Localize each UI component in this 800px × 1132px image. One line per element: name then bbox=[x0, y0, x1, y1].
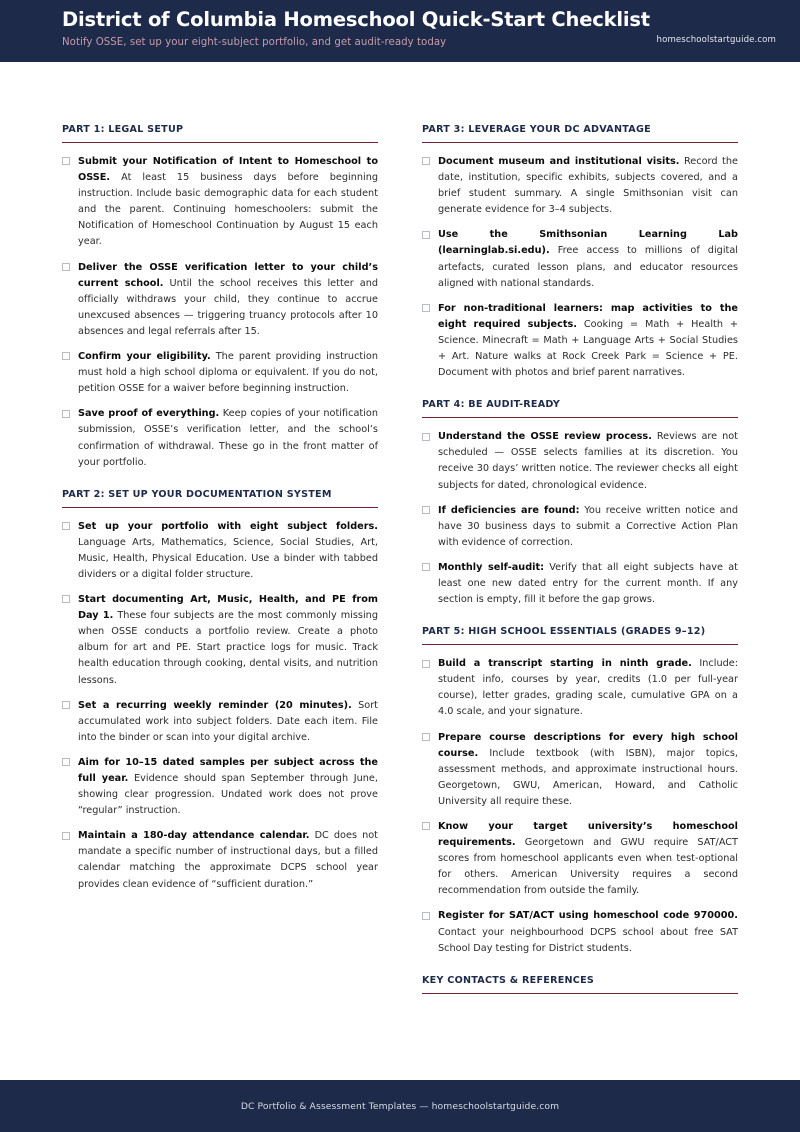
section-heading: PART 5: HIGH SCHOOL ESSENTIALS (GRADES 9–12) bbox=[422, 626, 706, 638]
checklist-item-lead: For non-traditional learners: map activities to the eight required subjects. bbox=[438, 302, 738, 330]
checklist-item-lead: Prepare course descriptions for every high school course. bbox=[438, 731, 738, 759]
site-url: homeschoolstartguide.com bbox=[656, 35, 776, 45]
checklist-item-body: Until the school receives this letter and officially withdraws your child, they continue to accrue unexcused absences — triggering truancy protocols after 10 absences and legal referrals after 15. bbox=[78, 277, 378, 337]
checklist-item[interactable] bbox=[422, 301, 738, 381]
page-header bbox=[0, 0, 800, 62]
section-heading: PART 3: LEVERAGE YOUR DC ADVANTAGE bbox=[422, 124, 651, 135]
checkbox-icon[interactable] bbox=[422, 231, 430, 239]
checklist-item-body: Cooking = Math + Health + Science. Minecraft = Math + Language Arts + Social Studies + Art. Nature walks at Rock Creek Park = Science + PE. Document with photos and brief parent narratives. bbox=[438, 318, 738, 379]
checklist-item-body: Language Arts, Mathematics, Science, Social Studies, Art, Music, Health, Physical Education. Use a binder with tabbed dividers or a digital folder structure. bbox=[78, 536, 378, 580]
checklist-item-body: Include: student info, courses by year, credits (1.0 per full-year course), letter grades, grading scale, cumulative GPA on a 4.0 scale, and your signature. bbox=[438, 658, 738, 718]
checklist-item[interactable] bbox=[422, 154, 738, 218]
checkbox-icon[interactable] bbox=[62, 832, 70, 840]
checklist-section bbox=[422, 626, 738, 957]
checklist-item-lead: Use the Smithsonian Learning Lab (learninglab.si.edu). bbox=[438, 229, 738, 257]
checklist-item[interactable] bbox=[62, 828, 378, 892]
checklist-item-lead: Document museum and institutional visits. bbox=[438, 156, 680, 167]
checkbox-icon[interactable] bbox=[422, 157, 430, 165]
section-divider bbox=[422, 644, 738, 645]
checklist-item-body: Include textbook (with ISBN), major topics, assessment methods, and approximate instructional hours. Georgetown, GWU, American, Howard, and Catholic University all require these. bbox=[438, 747, 738, 807]
checklist-item-body: Sort accumulated work into subject folders. Date each item. File into the binder or scan into your digital archive. bbox=[78, 699, 378, 743]
checklist-item-lead: Maintain a 180-day attendance calendar. bbox=[78, 830, 310, 842]
section-divider bbox=[62, 507, 378, 508]
section-heading: PART 2: SET UP YOUR DOCUMENTATION SYSTEM bbox=[62, 488, 332, 500]
page-title: District of Columbia Homeschool Quick-Start Checklist bbox=[62, 8, 650, 31]
checklist-item-body: Evidence should span September through June, showing clear progression. Undated work does not prove “regular” instruction. bbox=[78, 773, 378, 817]
checkbox-icon[interactable] bbox=[62, 263, 70, 271]
checklist-item[interactable] bbox=[62, 406, 378, 470]
checklist-item-body: You receive written notice and have 30 business days to submit a Corrective Action Plan with evidence of correction. bbox=[438, 504, 739, 548]
checklist-section bbox=[62, 489, 378, 893]
checklist-item-lead: Register for SAT/ACT using homeschool code 970000. bbox=[438, 910, 738, 922]
checklist-item[interactable] bbox=[422, 560, 738, 608]
checklist bbox=[62, 154, 378, 471]
checklist-item-lead: Submit your Notification of Intent to Homeschool to OSSE. bbox=[78, 156, 378, 184]
checklist-item-lead: Aim for 10–15 dated samples per subject across the full year. bbox=[78, 756, 378, 784]
section-divider bbox=[62, 142, 378, 143]
right-column bbox=[422, 124, 738, 1005]
checkbox-icon[interactable] bbox=[62, 595, 70, 603]
checkbox-icon[interactable] bbox=[62, 410, 70, 418]
checklist-item-lead: Know your target university’s homeschool requirements. bbox=[438, 821, 738, 849]
checklist-section bbox=[422, 399, 738, 608]
checklist bbox=[62, 519, 378, 893]
checklist-item[interactable] bbox=[62, 260, 378, 340]
checklist-item-body: At least 15 business days before beginning instruction. Include basic demographic data for each student and the parent. Continuing homeschoolers: submit the Notification of Homeschool Continuation by August 15 each year. bbox=[78, 172, 379, 248]
checklist-item[interactable] bbox=[422, 730, 738, 810]
checkbox-icon[interactable] bbox=[62, 157, 70, 165]
checklist-item-body: Keep copies of your notification submission, OSSE’s verification letter, and the school’s confirmation of withdrawal. These go in the front matter of your portfolio. bbox=[78, 408, 378, 468]
checklist-item-lead: Start documenting Art, Music, Health, and PE from Day 1. bbox=[78, 594, 378, 622]
section-heading: PART 4: BE AUDIT-READY bbox=[422, 399, 561, 411]
checklist-item-body: Georgetown and GWU require SAT/ACT scores from homeschool applicants even when test-optional for others. American University requires a second recommendation from outside the family. bbox=[438, 837, 738, 897]
checklist-item-lead: Save proof of everything. bbox=[78, 408, 220, 420]
checklist-item-lead: Confirm your eligibility. bbox=[78, 351, 211, 363]
checklist-item[interactable] bbox=[62, 698, 378, 746]
checklist-item-body: Record the date, institution, specific exhibits, subjects covered, and a brief student summary. A single Smithsonian visit can generate evidence for 3–4 subjects. bbox=[438, 156, 738, 216]
footer-text: DC Portfolio & Assessment Templates — homeschoolstartguide.com bbox=[240, 1100, 560, 1112]
checklist-item[interactable] bbox=[422, 819, 738, 899]
checklist-section bbox=[62, 124, 378, 471]
checklist-item-lead: Build a transcript starting in ninth grade. bbox=[438, 658, 692, 670]
checklist-item-lead: If deficiencies are found: bbox=[438, 504, 580, 516]
page-footer bbox=[0, 1080, 800, 1132]
checklist-item-body: DC does not mandate a specific number of instructional days, but a filled calendar matching the approximate DCPS school year provides clean evidence of “sufficient duration.” bbox=[78, 830, 378, 890]
checklist-item[interactable] bbox=[62, 154, 378, 251]
checklist-item-body: Reviews are not scheduled — OSSE selects families at its discretion. You receive 30 days’ written notice. The reviewer checks all eight subjects for dated, chronological evidence. bbox=[438, 431, 738, 491]
checkbox-icon[interactable] bbox=[422, 563, 430, 571]
checklist-item[interactable] bbox=[62, 349, 378, 397]
left-column bbox=[62, 124, 378, 893]
checklist-item[interactable] bbox=[422, 908, 738, 956]
checkbox-icon[interactable] bbox=[422, 822, 430, 830]
two-column-layout bbox=[62, 124, 738, 1005]
checklist-section bbox=[422, 124, 738, 381]
checklist-section bbox=[422, 975, 738, 994]
checklist-item-lead: Monthly self-audit: bbox=[438, 561, 544, 573]
checkbox-icon[interactable] bbox=[62, 522, 70, 530]
checklist-item[interactable] bbox=[62, 519, 378, 583]
checkbox-icon[interactable] bbox=[422, 912, 430, 920]
checklist-item-body: Free access to millions of digital artefacts, curated lesson plans, and educator resources aligned with national standards. bbox=[438, 245, 738, 289]
checklist-item-lead: Set a recurring weekly reminder (20 minutes). bbox=[78, 699, 352, 711]
checkbox-icon[interactable] bbox=[422, 433, 430, 441]
checklist-item[interactable] bbox=[422, 503, 738, 551]
checklist-item[interactable] bbox=[422, 656, 738, 720]
checklist-item-body: Verify that all eight subjects have at least one new dated entry for the current month. If any section is empty, fill it before the gap grows. bbox=[438, 561, 738, 606]
checklist-item[interactable] bbox=[422, 227, 738, 291]
checklist-item[interactable] bbox=[422, 429, 738, 493]
section-heading: KEY CONTACTS & REFERENCES bbox=[422, 974, 595, 986]
checklist-item-lead: Deliver the OSSE verification letter to your child’s current school. bbox=[78, 261, 378, 289]
section-divider bbox=[422, 993, 738, 994]
checklist-item[interactable] bbox=[62, 755, 378, 819]
document-body bbox=[0, 62, 800, 1080]
section-divider bbox=[422, 417, 738, 418]
checklist-item-body: Contact your neighbourhood DCPS school about free SAT School Day testing for District students. bbox=[438, 926, 738, 954]
checklist-item-body: These four subjects are the most commonly missing when OSSE conducts a portfolio review. Create a photo album for art and PE. Start practice logs for music. Track health education through cooking, dental visits, and nutrition lessons. bbox=[78, 610, 378, 686]
checkbox-icon[interactable] bbox=[422, 660, 430, 668]
checklist bbox=[422, 429, 738, 608]
checkbox-icon[interactable] bbox=[422, 304, 430, 312]
section-heading: PART 1: LEGAL SETUP bbox=[62, 124, 184, 135]
checkbox-icon[interactable] bbox=[62, 701, 70, 709]
checklist-item-lead: Understand the OSSE review process. bbox=[438, 431, 652, 443]
checklist-item-body: The parent providing instruction must hold a high school diploma or equivalent. If you do not, petition OSSE for a waiver before beginning instruction. bbox=[78, 351, 378, 395]
checkbox-icon[interactable] bbox=[62, 352, 70, 360]
page-subtitle: Notify OSSE, set up your eight-subject portfolio, and get audit-ready today bbox=[62, 37, 447, 49]
checklist-item-lead: Set up your portfolio with eight subject folders. bbox=[78, 520, 378, 532]
checklist bbox=[422, 656, 738, 957]
checkbox-icon[interactable] bbox=[422, 506, 430, 514]
checkbox-icon[interactable] bbox=[422, 733, 430, 741]
checkbox-icon[interactable] bbox=[62, 758, 70, 766]
checklist bbox=[422, 154, 738, 381]
checklist-item[interactable] bbox=[62, 592, 378, 689]
section-divider bbox=[422, 142, 738, 143]
